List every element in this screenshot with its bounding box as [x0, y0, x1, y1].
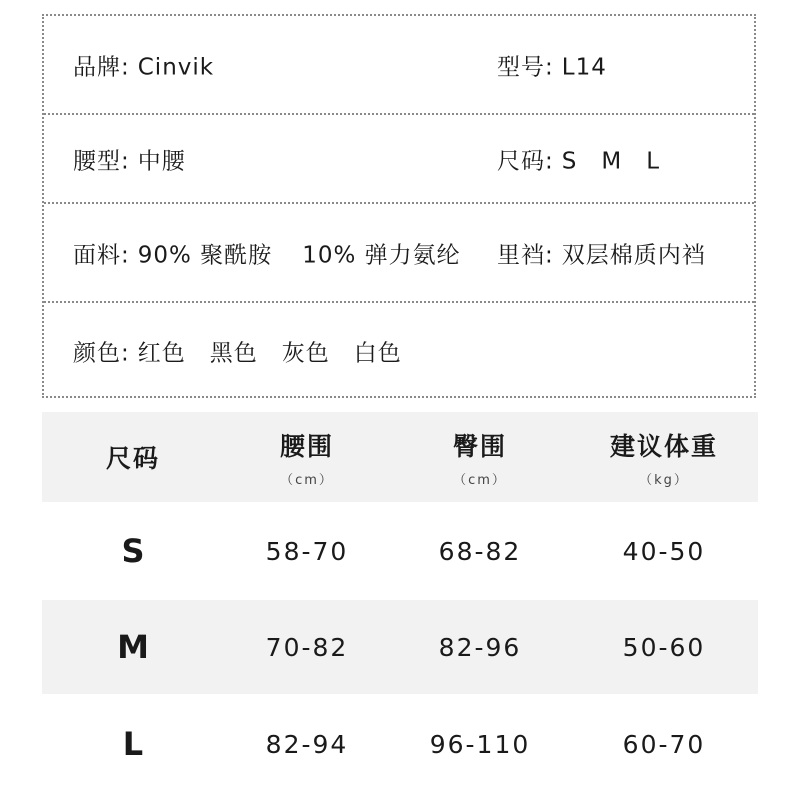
size-letter: M	[117, 628, 149, 666]
color-option: 白色	[353, 340, 402, 366]
header-title: 腰围	[279, 431, 334, 461]
model-spec	[497, 48, 607, 81]
waist-value: 58-70	[265, 536, 349, 566]
fabric-part-2: 10% 弹力氨纶	[302, 242, 461, 268]
fabric-spec	[73, 236, 461, 269]
size-letter: S	[121, 532, 145, 570]
header-title: 尺码	[105, 444, 160, 473]
color-option: 红色	[137, 340, 186, 366]
size-cell	[42, 694, 224, 794]
waist-type-label: 腰型:	[73, 148, 130, 174]
waist-value: 82-94	[265, 729, 349, 759]
table-row	[42, 502, 758, 600]
header-waist	[224, 412, 390, 502]
size-cell	[42, 600, 224, 694]
product-specs-panel	[42, 14, 756, 398]
colors-label: 颜色:	[73, 340, 130, 366]
color-option: 黑色	[209, 340, 258, 366]
sizes-spec	[497, 142, 660, 175]
crotch-label: 里裆:	[497, 242, 554, 268]
brand-spec	[73, 48, 214, 81]
crotch-value: 双层棉质内裆	[561, 242, 706, 268]
hip-cell	[390, 694, 570, 794]
sizes-label: 尺码:	[497, 148, 554, 174]
size-chart-table	[42, 412, 758, 794]
header-weight	[570, 412, 758, 502]
brand-value: Cinvik	[137, 54, 215, 80]
header-hip	[390, 412, 570, 502]
header-unit: （cm）	[453, 472, 507, 488]
model-label: 型号:	[497, 54, 554, 80]
hip-cell	[390, 600, 570, 694]
table-row	[42, 694, 758, 794]
weight-value: 60-70	[622, 729, 706, 759]
spec-row-colors	[44, 303, 754, 398]
table-row	[42, 600, 758, 694]
waist-cell	[224, 502, 390, 600]
header-title: 臀围	[452, 431, 507, 461]
table-header-row	[42, 412, 758, 502]
color-option: 灰色	[281, 340, 330, 366]
size-option: S	[561, 148, 578, 174]
waist-type-value: 中腰	[137, 148, 186, 174]
colors-spec	[73, 334, 402, 367]
hip-value: 68-82	[438, 536, 522, 566]
waist-cell	[224, 600, 390, 694]
weight-cell	[570, 694, 758, 794]
spec-row-fabric-crotch	[44, 204, 754, 303]
size-cell	[42, 502, 224, 600]
header-title: 建议体重	[609, 431, 718, 461]
fabric-label: 面料:	[73, 242, 130, 268]
waist-type-spec	[73, 142, 186, 175]
waist-value: 70-82	[265, 632, 349, 662]
spec-row-brand-model	[44, 16, 754, 115]
weight-cell	[570, 502, 758, 600]
model-value: L14	[561, 54, 607, 80]
spec-row-waist-sizes	[44, 115, 754, 204]
hip-cell	[390, 502, 570, 600]
header-unit: （cm）	[280, 472, 334, 488]
size-option: L	[646, 148, 661, 174]
waist-cell	[224, 694, 390, 794]
crotch-spec	[497, 236, 706, 269]
weight-value: 50-60	[622, 632, 706, 662]
weight-cell	[570, 600, 758, 694]
header-size	[42, 412, 224, 502]
size-letter: L	[122, 725, 144, 763]
header-unit: （kg）	[639, 472, 689, 488]
weight-value: 40-50	[622, 536, 706, 566]
hip-value: 96-110	[429, 729, 531, 759]
size-option: M	[601, 148, 623, 174]
brand-label: 品牌:	[73, 54, 130, 80]
hip-value: 82-96	[438, 632, 522, 662]
fabric-part-1: 90% 聚酰胺	[137, 242, 273, 268]
